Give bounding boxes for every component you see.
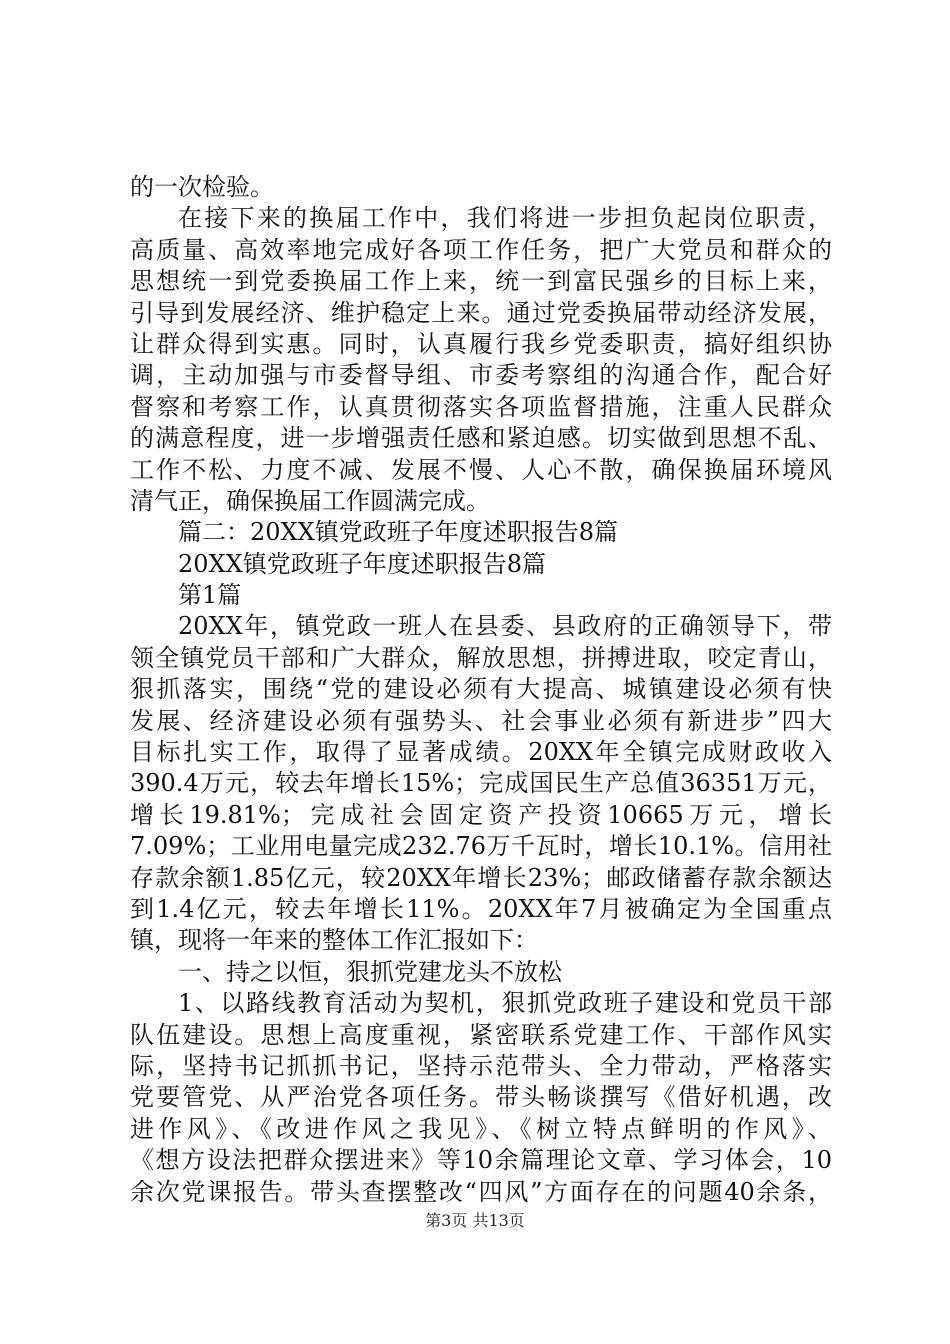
text-line: 《想方设法把群众摆进来》等10余篇理论文章、学习体会，10 — [130, 1146, 832, 1175]
text-line: 进作风》、《改进作风之我见》、《树立特点鲜明的作风》、 — [130, 1114, 832, 1143]
text-line: 清气正，确保换届工作圆满完成。 — [130, 486, 490, 515]
text-line: 的一次检验。 — [130, 173, 274, 201]
section-heading: 篇二：20XX镇党政班子年度述职报告8篇 — [178, 518, 618, 547]
text-line: 队伍建设。思想上高度重视，紧密联系党建工作、干部作风实 — [130, 1020, 832, 1049]
text-line: 20XX年，镇党政一班人在县委、县政府的正确领导下，带 — [178, 612, 832, 641]
text-line: 际，坚持书记抓抓书记，坚持示范带头、全力带动，严格落实 — [130, 1051, 832, 1080]
page-footer: 第3页 共13页 — [425, 1211, 525, 1230]
text-line: 1、以路线教育活动为契机，狠抓党政班子建设和党员干部 — [178, 989, 832, 1018]
text-line: 调，主动加强与市委督导组、市委考察组的沟通合作，配合好 — [130, 361, 832, 390]
text-line: 增长19.81%；完成社会固定资产投资10665万元，增长 — [130, 800, 832, 829]
text-line: 390.4万元，较去年增长15%；完成国民生产总值36351万元， — [130, 769, 832, 798]
section-heading: 一、持之以恒，狠抓党建龙头不放松 — [178, 957, 562, 986]
text-line: 7.09%；工业用电量完成232.76万千瓦时，增长10.1%。信用社 — [130, 832, 832, 861]
text-line: 党要管党、从严治党各项任务。带头畅谈撰写《借好机遇，改 — [130, 1083, 832, 1112]
text-line: 到1.4亿元，较去年增长11%。20XX年7月被确定为全国重点 — [130, 894, 832, 923]
text-line: 发展、经济建设必须有强势头、社会事业必须有新进步”四大 — [130, 706, 832, 735]
document-body — [130, 172, 832, 1208]
text-line: 狠抓落实，围绕“党的建设必须有大提高、城镇建设必须有快 — [130, 675, 832, 704]
text-line: 引导到发展经济、维护稳定上来。通过党委换届带动经济发展， — [130, 298, 832, 327]
text-line: 督察和考察工作，认真贯彻落实各项监督措施，注重人民群众 — [130, 392, 832, 421]
text-line: 思想统一到党委换届工作上来，统一到富民强乡的目标上来， — [130, 267, 832, 296]
text-line: 在接下来的换届工作中，我们将进一步担负起岗位职责， — [178, 204, 832, 233]
text-line: 工作不松、力度不减、发展不慢、人心不散，确保换届环境风 — [130, 455, 832, 484]
text-line: 目标扎实工作，取得了显著成绩。20XX年全镇完成财政收入 — [130, 738, 832, 767]
text-line: 领全镇党员干部和广大群众，解放思想，拼搏进取，咬定青山， — [130, 643, 832, 672]
text-line: 让群众得到实惠。同时，认真履行我乡党委职责，搞好组织协 — [130, 329, 832, 358]
text-line: 镇，现将一年来的整体工作汇报如下： — [130, 926, 538, 955]
text-line: 高质量、高效率地完成好各项工作任务，把广大党员和群众的 — [130, 235, 832, 264]
chapter-heading: 第1篇 — [178, 581, 242, 610]
report-title: 20XX镇党政班子年度述职报告8篇 — [178, 549, 546, 578]
text-line: 存款余额1.85亿元，较20XX年增长23%；邮政储蓄存款余额达 — [130, 863, 832, 892]
text-line: 的满意程度，进一步增强责任感和紧迫感。切实做到思想不乱、 — [130, 424, 832, 453]
text-line: 余次党课报告。带头查摆整改“四风”方面存在的问题40余条， — [130, 1177, 832, 1206]
